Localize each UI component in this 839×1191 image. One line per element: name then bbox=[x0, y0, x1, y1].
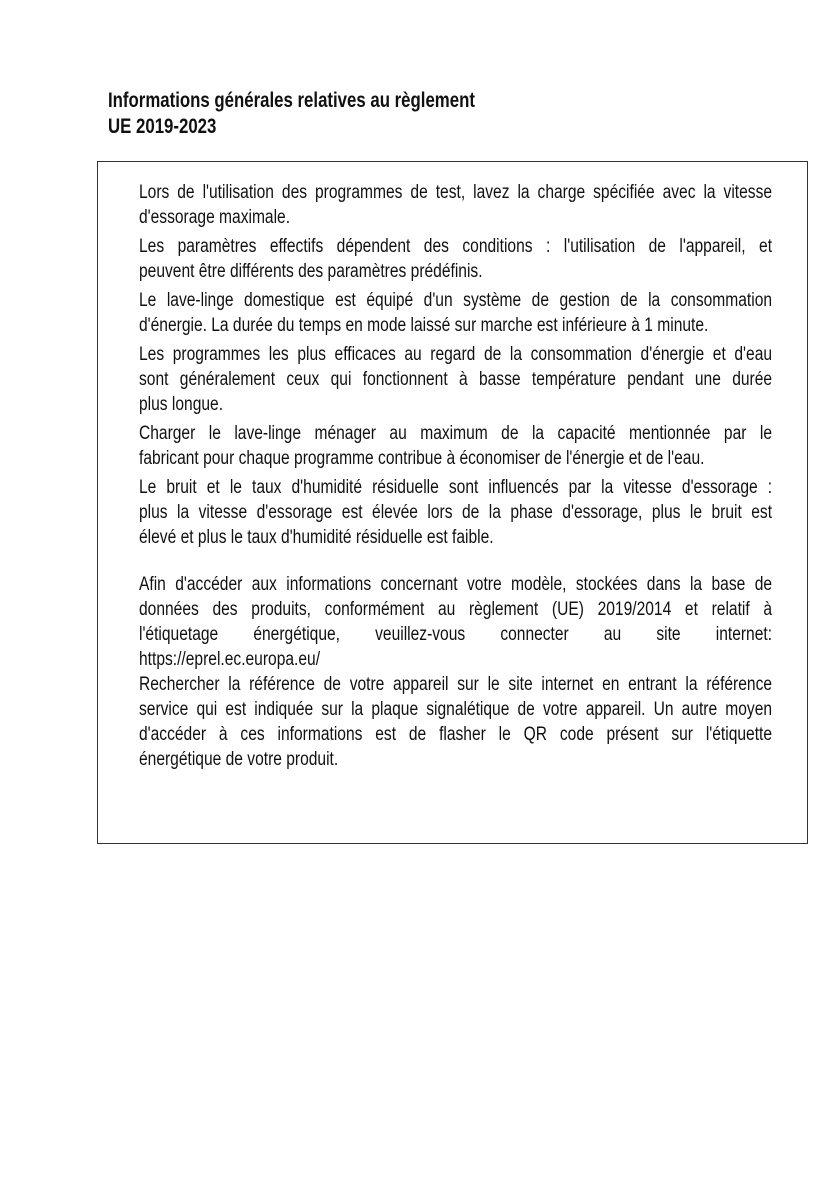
text-line: plus la vitesse d'essorage est élevée lors de la phase d'essorage, plus le bruit est bbox=[139, 502, 773, 523]
text-line: Afin d'accéder aux informations concernant votre modèle, stockées dans la base de bbox=[139, 574, 773, 595]
text-line: sont généralement ceux qui fonctionnent à basse température pendant une durée bbox=[139, 369, 773, 390]
text-line: élevé et plus le taux d'humidité résiduelle est faible. bbox=[139, 527, 494, 548]
text-line: d'accéder à ces informations est de flasher le QR code présent sur l'étiquette bbox=[139, 724, 773, 745]
text-line: service qui est indiquée sur la plaque signalétique de votre appareil. Un autre moyen bbox=[139, 699, 773, 720]
text-line: l'étiquetage énergétique, veuillez-vous connecter au site internet: bbox=[139, 624, 773, 645]
text-line: Rechercher la référence de votre appareil sur le site internet en entrant la référence bbox=[139, 674, 773, 695]
text-line: d'énergie. La durée du temps en mode laissé sur marche est inférieure à 1 minute. bbox=[139, 315, 709, 336]
title-line: Informations générales relatives au règlement bbox=[108, 89, 475, 112]
paragraph-test-programs bbox=[139, 180, 772, 230]
text-line: Le bruit et le taux d'humidité résiduelle sont influencés par la vitesse d'essorage : bbox=[139, 477, 773, 498]
paragraph-noise-humidity bbox=[139, 475, 772, 550]
text-line: Lors de l'utilisation des programmes de test, lavez la charge spécifiée avec la vitesse bbox=[139, 182, 773, 203]
info-box bbox=[97, 161, 808, 844]
text-line: Le lave-linge domestique est équipé d'un système de gestion de la consommation bbox=[139, 290, 773, 311]
paragraph-efficient-programs bbox=[139, 342, 772, 417]
text-line: plus longue. bbox=[139, 394, 224, 415]
paragraph-energy-management bbox=[139, 288, 772, 338]
text-line: peuvent être différents des paramètres prédéfinis. bbox=[139, 261, 483, 282]
title-line: UE 2019-2023 bbox=[108, 115, 217, 138]
eprel-url[interactable]: https://eprel.ec.europa.eu/ bbox=[139, 649, 321, 670]
text-line: Les programmes les plus efficaces au regard de la consommation d'énergie et d'eau bbox=[139, 344, 773, 365]
text-line: Charger le lave-linge ménager au maximum de la capacité mentionnée par le bbox=[139, 423, 773, 444]
page-title bbox=[108, 88, 556, 140]
paragraph-search-reference bbox=[139, 672, 772, 772]
text-line: énergétique de votre produit. bbox=[139, 749, 339, 770]
paragraph-parameters bbox=[139, 234, 772, 284]
text-line: d'essorage maximale. bbox=[139, 207, 291, 228]
paragraph-load-capacity bbox=[139, 421, 772, 471]
info-text bbox=[139, 180, 772, 776]
paragraph-eprel-access bbox=[139, 572, 772, 672]
text-line: Les paramètres effectifs dépendent des conditions : l'utilisation de l'appareil, et bbox=[139, 236, 773, 257]
text-line: fabricant pour chaque programme contribue à économiser de l'énergie et de l'eau. bbox=[139, 448, 705, 469]
text-line: données des produits, conformément au règlement (UE) 2019/2014 et relatif à bbox=[139, 599, 773, 620]
